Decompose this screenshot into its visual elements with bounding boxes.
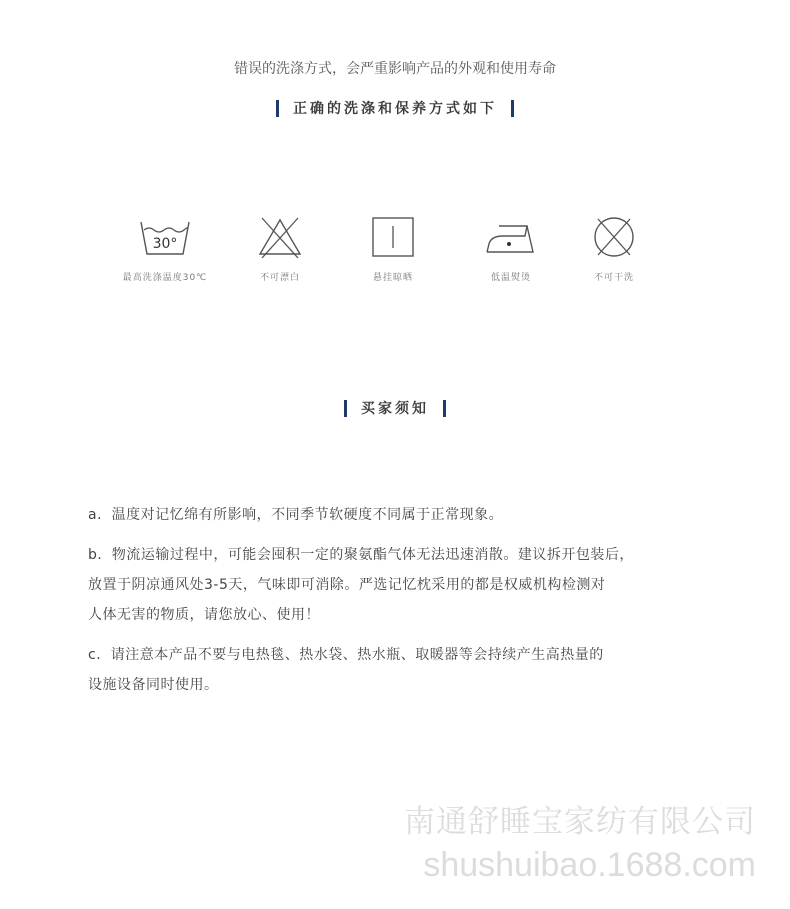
note-line: b．物流运输过程中，可能会囤积一定的聚氨酯气体无法迅速消散。建议拆开包装后，	[88, 547, 634, 563]
note-a	[88, 500, 748, 530]
title-bar-right	[443, 400, 446, 417]
note-line: a．温度对记忆绵有所影响，不同季节软硬度不同属于正常现象。	[88, 507, 504, 523]
iron-low-icon	[481, 214, 541, 258]
intro-text: 错误的洗涤方式，会严重影响产品的外观和使用寿命	[234, 61, 556, 77]
note-line: 设施设备同时使用。	[88, 677, 219, 693]
care-label-hang-dry: 悬挂晾晒	[372, 273, 413, 283]
care-label-wash: 最高洗涤温度30℃	[122, 273, 208, 283]
no-bleach-icon	[250, 214, 310, 258]
note-line: 人体无害的物质，请您放心、使用！	[88, 607, 320, 623]
care-item-iron	[451, 214, 571, 283]
wash-temp-text: 30°	[152, 236, 178, 252]
care-section-title	[0, 98, 790, 118]
note-c	[88, 640, 748, 700]
note-b	[88, 540, 748, 630]
care-label-no-dry-clean: 不可干洗	[593, 273, 634, 283]
notice-section-title	[0, 398, 790, 418]
watermark-company: 南通舒睡宝家纺有限公司	[404, 804, 756, 840]
note-line: 放置于阴凉通风处3-5天，气味即可消除。严选记忆枕采用的都是权威机构检测对	[88, 577, 606, 593]
care-label-iron: 低温熨烫	[490, 273, 531, 283]
no-dry-clean-icon	[584, 214, 644, 258]
care-label-no-bleach: 不可漂白	[259, 273, 300, 283]
note-line: c．请注意本产品不要与电热毯、热水袋、热水瓶、取暖器等会持续产生高热量的	[88, 647, 604, 663]
care-item-no-dry-clean	[554, 214, 674, 283]
title-bar-right	[511, 100, 514, 117]
wash-30-icon	[135, 214, 195, 258]
hang-dry-icon	[363, 214, 423, 258]
care-icons-row	[0, 214, 790, 294]
care-item-wash	[105, 214, 225, 283]
watermark-url: shushuibao.1688.com	[423, 846, 756, 884]
care-item-hang-dry	[333, 214, 453, 283]
care-item-no-bleach	[220, 214, 340, 283]
care-title-text: 正确的洗涤和保养方式如下	[293, 101, 497, 117]
notice-notes	[88, 500, 748, 710]
notice-title-text: 买家须知	[361, 401, 429, 417]
